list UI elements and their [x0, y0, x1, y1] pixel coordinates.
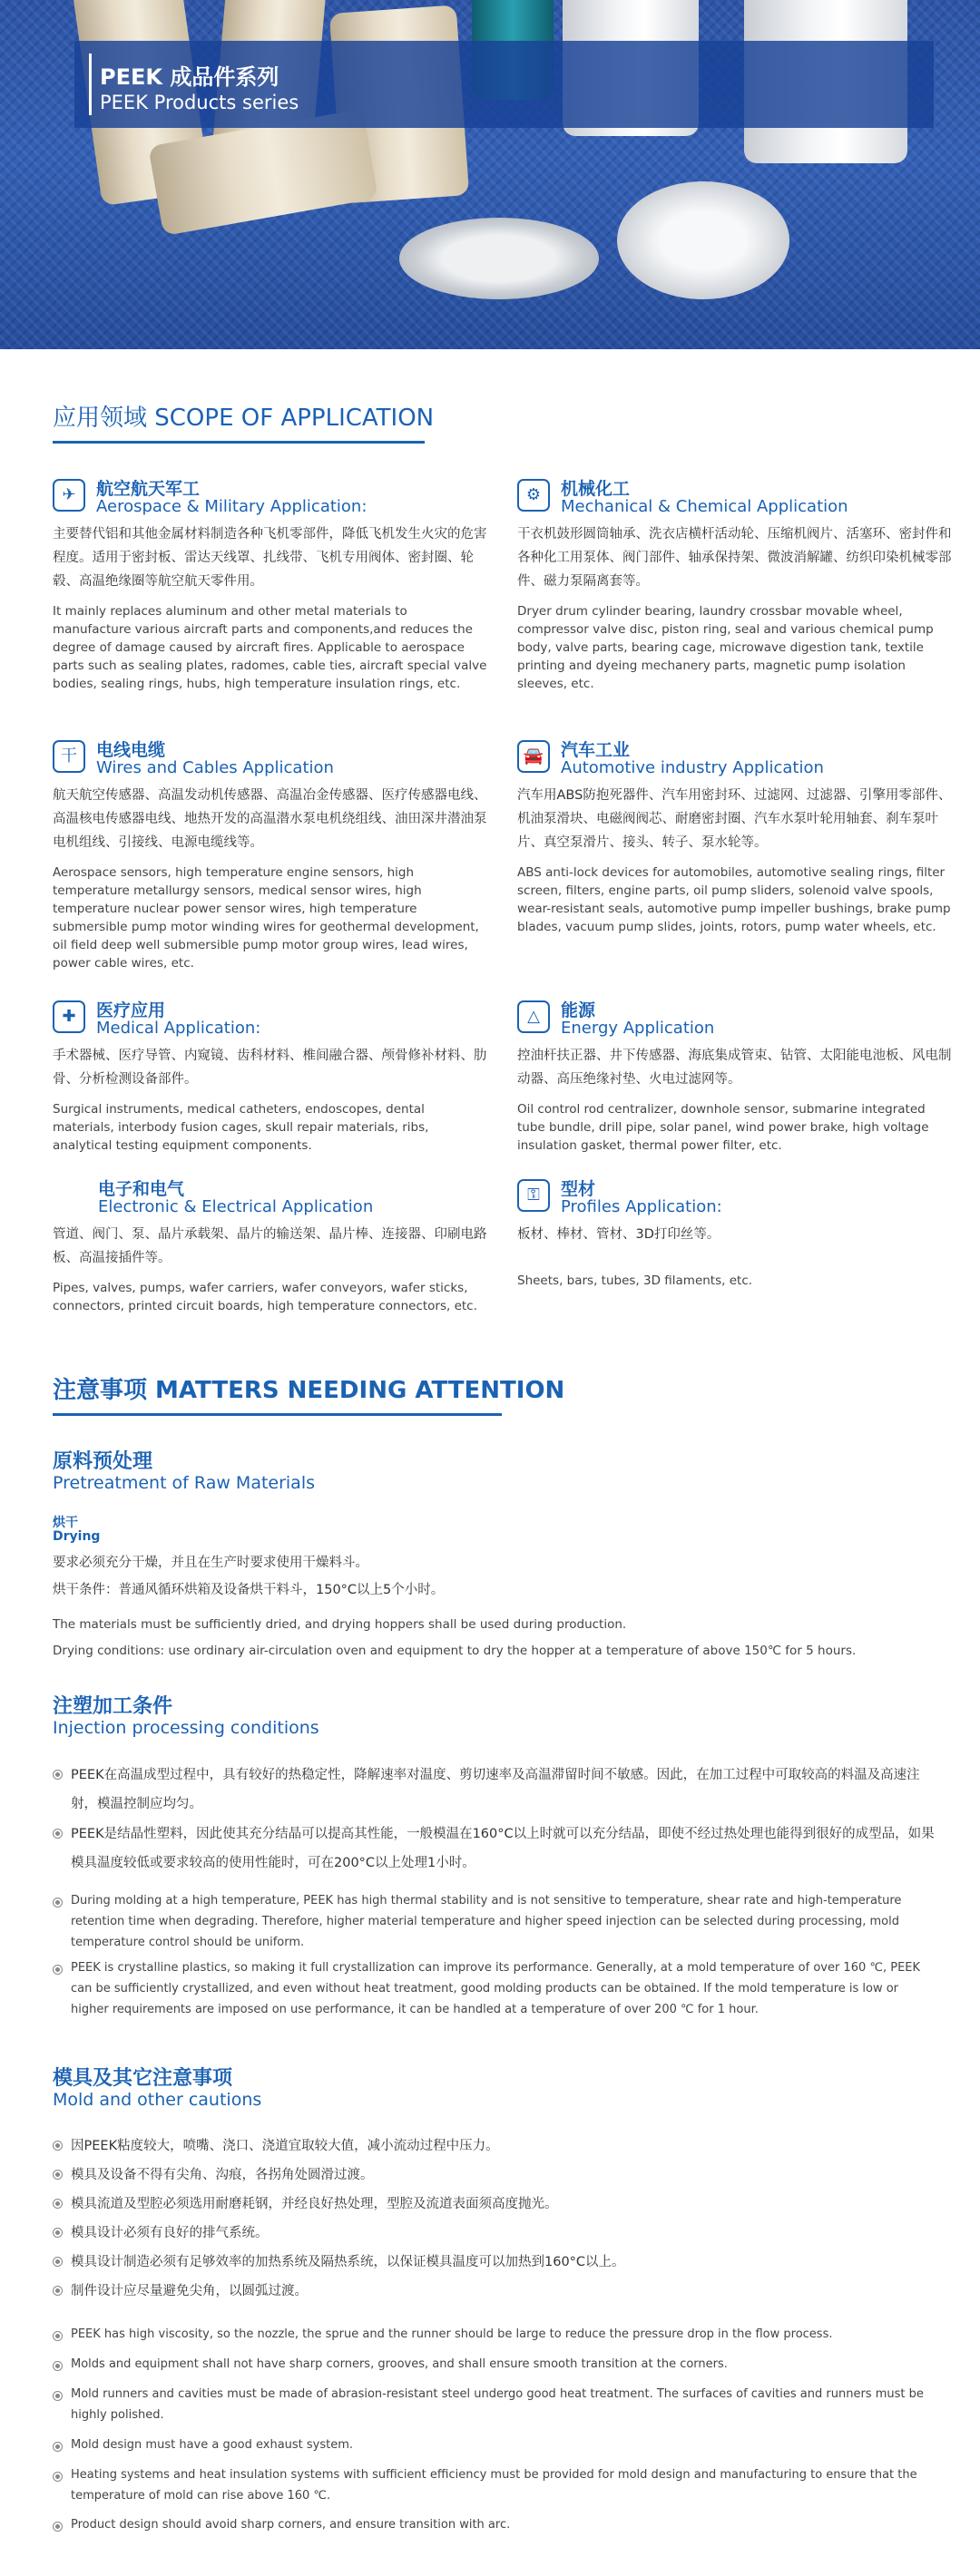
app-title-cn: 航空航天军工: [96, 479, 201, 499]
app-body-en: Oil control rod centralizer, downhole sensor, submarine integrated tube bundle, drill pipe, solar panel, wind power brake, high voltage insulation gasket, thermal power filter, etc.: [517, 1102, 929, 1153]
scope-heading-underline: [53, 441, 425, 444]
app-title-en: Wires and Cables Application: [96, 758, 334, 777]
drying-text-cn-2: 烘干条件：普通风循环烘箱及设备烘干料斗，150°C以上5个小时。: [53, 1583, 445, 1597]
drying-label-cn: 烘干: [53, 1516, 78, 1530]
app-title-cn: 汽车工业: [561, 740, 631, 760]
app-title-en: Mechanical & Chemical Application: [561, 497, 848, 516]
profile-icon: ⚿: [517, 1179, 550, 1212]
attention-heading-text: 注意事项 MATTERS NEEDING ATTENTION: [53, 1377, 565, 1404]
drying-label-en: Drying: [53, 1529, 101, 1544]
bullet-icon: [53, 2141, 63, 2151]
app-body-cn: 航天航空传感器、高温发动机传感器、高温冶金传感器、医疗传感器电线、高温核电传感器电线、地热开发的高温潜水泵电机绕组线、油田深井潜油泵电机组线、引接线、电源电缆线等。: [53, 788, 487, 850]
app-title-cn: 医疗应用: [96, 1000, 166, 1020]
list-item-text: 因PEEK粘度较大，喷嘴、浇口、浇道宜取较大值，减小流动过程中压力。: [71, 2139, 499, 2153]
pretreatment-title-cn: 原料预处理: [53, 1450, 153, 1473]
scope-heading: [53, 399, 434, 433]
bullet-icon: [53, 1898, 63, 1908]
app-body-cn: 板材、棒材、管材、3D打印丝等。: [517, 1227, 720, 1242]
pretreatment-title-en: Pretreatment of Raw Materials: [53, 1473, 316, 1493]
app-title-cn: 机械化工: [561, 479, 631, 499]
injection-title-en: Injection processing conditions: [53, 1718, 319, 1738]
bullet-icon: [53, 1829, 63, 1839]
cable-icon: 干: [53, 740, 85, 773]
app-body-en: It mainly replaces aluminum and other metal materials to manufacture various aircraft parts and components,and reduces the degree of damage caused by aircraft fires. Applicable to aerospace parts such as sealing plates, radomes, cable ties, aircraft special valve bodies, sealing rings, hubs, high temperature insulation rings, etc.: [53, 604, 487, 691]
app-body-en: ABS anti-lock devices for automobiles, automotive sealing rings, filter screen, filters, engine parts, oil pump sliders, solenoid valve spools, wear-resistant seals, automotive pump impeller bushings, brake pump blades, vacuum pump slides, joints, rotors, pump water wheels, etc.: [517, 865, 951, 934]
list-item-text: Product design should avoid sharp corners, and ensure transition with arc.: [71, 2518, 511, 2532]
energy-icon: △: [517, 1000, 550, 1033]
list-item-text: During molding at a high temperature, PEEK has high thermal stability and is not sensitive to temperature, shear rate and high-temperature retention time when degrading. Therefore, higher material temperature and higher speed injection can be selected during processing, mold temperature control should be uniform.: [71, 1894, 902, 1949]
gear-icon: ⚙: [517, 479, 550, 512]
app-body-cn: 管道、阀门、泵、晶片承载架、晶片的输送架、晶片棒、连接器、印刷电路板、高温接插件等。: [53, 1227, 487, 1265]
app-title-en: Aerospace & Military Application:: [96, 497, 368, 516]
peek-part-image: [617, 181, 789, 299]
list-item-text: PEEK has high viscosity, so the nozzle, the sprue and the runner should be large to reduce the pressure drop in the flow process.: [71, 2327, 833, 2341]
bullet-icon: [53, 2199, 63, 2209]
scope-heading-text: 应用领域 SCOPE OF APPLICATION: [53, 405, 435, 432]
mold-title-cn: 模具及其它注意事项: [53, 2067, 233, 2090]
bullet-icon: [53, 1965, 63, 1975]
hero-banner: [0, 0, 980, 349]
app-body-cn: 主要替代铝和其他金属材料制造各种飞机零部件，降低飞机发生火灾的危害程度。适用于密封板、雷达天线罩、扎线带、飞机专用阀体、密封圈、轮毂、高温绝缘圈等航空航天零件用。: [53, 527, 487, 589]
app-title-en: Electronic & Electrical Application: [98, 1197, 374, 1216]
list-item-text: Mold design must have a good exhaust system.: [71, 2438, 354, 2452]
list-item-text: 模具设计必须有良好的排气系统。: [71, 2226, 269, 2240]
app-body-en: Aerospace sensors, high temperature engine sensors, high temperature metallurgy sensors, medical sensor wires, high temperature nuclear power sensor wires, high temperature submersible pump motor winding wires for geothermal development, oil field deep well submersible pump motor group wires, lead wires, power cable wires, etc.: [53, 865, 479, 971]
app-body-en: Surgical instruments, medical catheters, endoscopes, dental materials, interbody fusion cages, skull repair materials, ribs, analytical testing equipment components.: [53, 1102, 429, 1153]
plane-icon: ✈: [53, 479, 85, 512]
hero-title-en: PEEK Products series: [100, 92, 299, 113]
peek-part-image: [399, 218, 599, 299]
app-body-en: Pipes, valves, pumps, wafer carriers, wafer conveyors, wafer sticks, connectors, printed circuit boards, high temperature connectors, etc.: [53, 1281, 477, 1313]
title-accent-line: [89, 54, 92, 115]
bullet-icon: [53, 2472, 63, 2482]
medical-icon: ✚: [53, 1000, 85, 1033]
app-body-cn: 控油杆扶正器、井下传感器、海底集成管束、钻管、太阳能电池板、风电制动器、高压绝缘衬垫、火电过滤网等。: [517, 1049, 952, 1087]
bullet-icon: [53, 2391, 63, 2401]
app-body-cn: 干衣机鼓形圆筒轴承、洗衣店横杆活动轮、压缩机阀片、活塞环、密封件和各种化工用泵体、阀门部件、轴承保持架、微波消解罐、纺织印染机械零部件、磁力泵隔离套等。: [517, 527, 952, 589]
list-item-text: 模具设计制造必须有足够效率的加热系统及隔热系统，以保证模具温度可以加热到160°C以上。: [71, 2255, 625, 2269]
app-title-en: Medical Application:: [96, 1019, 261, 1038]
bullet-icon: [53, 2257, 63, 2267]
bullet-icon: [53, 2522, 63, 2532]
mold-title-en: Mold and other cautions: [53, 2090, 262, 2110]
app-body-en: Sheets, bars, tubes, 3D filaments, etc.: [517, 1273, 753, 1288]
app-title-en: Energy Application: [561, 1019, 715, 1038]
list-item-text: 模具及设备不得有尖角、沟痕，各拐角处圆滑过渡。: [71, 2168, 374, 2182]
bullet-icon: [53, 2228, 63, 2238]
app-title-cn: 电线电缆: [96, 740, 166, 760]
drying-text-en-1: The materials must be sufficiently dried, and drying hoppers shall be used during production.: [53, 1617, 627, 1632]
list-item-text: Molds and equipment shall not have sharp corners, grooves, and shall ensure smooth transition at the corners.: [71, 2357, 728, 2371]
attention-heading: [53, 1371, 564, 1405]
car-icon: 🚘: [517, 740, 550, 773]
injection-title-cn: 注塑加工条件: [53, 1695, 173, 1718]
attention-heading-underline: [53, 1413, 502, 1416]
app-body-cn: 汽车用ABS防抱死器件、汽车用密封环、过滤网、过滤器、引擎用零部件、机油泵滑块、电磁阀阀芯、耐磨密封圈、汽车水泵叶轮用轴套、刹车泵叶片、真空泵滑片、接头、转子、泵水轮等。: [517, 788, 952, 850]
bullet-icon: [53, 2442, 63, 2452]
hero-title-bar: [74, 41, 934, 128]
bullet-icon: [53, 2170, 63, 2180]
hero-title-cn: PEEK 成品件系列: [100, 64, 279, 90]
app-body-en: Dryer drum cylinder bearing, laundry crossbar movable wheel, compressor valve disc, piston ring, seal and various chemical pump body, valve parts, bearing cage, microwave digestion tank, textile printing and dyeing mechanery parts, magnetic pump isolation sleeves, etc.: [517, 604, 934, 691]
app-title-cn: 能源: [561, 1000, 596, 1020]
app-body-cn: 手术器械、医疗导管、内窥镜、齿科材料、椎间融合器、颅骨修补材料、肋骨、分析检测设备部件。: [53, 1049, 487, 1087]
bullet-icon: [53, 2331, 63, 2341]
list-item-text: Heating systems and heat insulation systems with sufficient efficiency must be provided for mold design and manufacturing to ensure that the temperature of mold can rise above 160 ℃.: [71, 2468, 917, 2503]
list-item-text: PEEK is crystalline plastics, so making it full crystallization can improve its performance. Generally, at a mold temperature of over 160 ℃, PEEK can be sufficiently crystallized, and even without heat treatment, good molding products can be obtained. If the mold temperature is low or higher requirements are imposed on use performance, it can be handled at a temperature of over 200 ℃ for 1 hour.: [71, 1961, 921, 2016]
drying-text-cn-1: 要求必须充分干燥，并且在生产时要求使用干燥料斗。: [53, 1556, 368, 1570]
app-title-cn: 型材: [561, 1179, 596, 1199]
list-item-text: 模具流道及型腔必须选用耐磨耗钢，并经良好热处理，型腔及流道表面须高度抛光。: [71, 2197, 558, 2211]
app-title-cn: 电子和电气: [98, 1179, 185, 1199]
bullet-icon: [53, 2361, 63, 2371]
app-title-en: Profiles Application:: [561, 1197, 722, 1216]
bullet-icon: [53, 1770, 63, 1780]
list-item-text: PEEK是结晶性塑料，因此使其充分结晶可以提高其性能，一般模温在160°C以上时就可以充分结晶，即使不经过热处理也能得到很好的成型品，如果模具温度较低或要求较高的使用性能时，可在200°C以上处理1小时。: [71, 1827, 935, 1870]
list-item-text: PEEK在高温成型过程中，具有较好的热稳定性，降解速率对温度、剪切速率及高温滞留时间不敏感。因此，在加工过程中可取较高的料温及高速注射，模温控制应均匀。: [71, 1768, 920, 1811]
list-item-text: Mold runners and cavities must be made of abrasion-resistant steel undergo good heat treatment. The surfaces of cavities and runners must be highly polished.: [71, 2387, 924, 2422]
bullet-icon: [53, 2286, 63, 2296]
list-item-text: 制件设计应尽量避免尖角，以圆弧过渡。: [71, 2284, 308, 2298]
drying-text-en-2: Drying conditions: use ordinary air-circulation oven and equipment to dry the hopper at a temperature of above 150℃ for 5 hours.: [53, 1644, 857, 1658]
app-title-en: Automotive industry Application: [561, 758, 824, 777]
